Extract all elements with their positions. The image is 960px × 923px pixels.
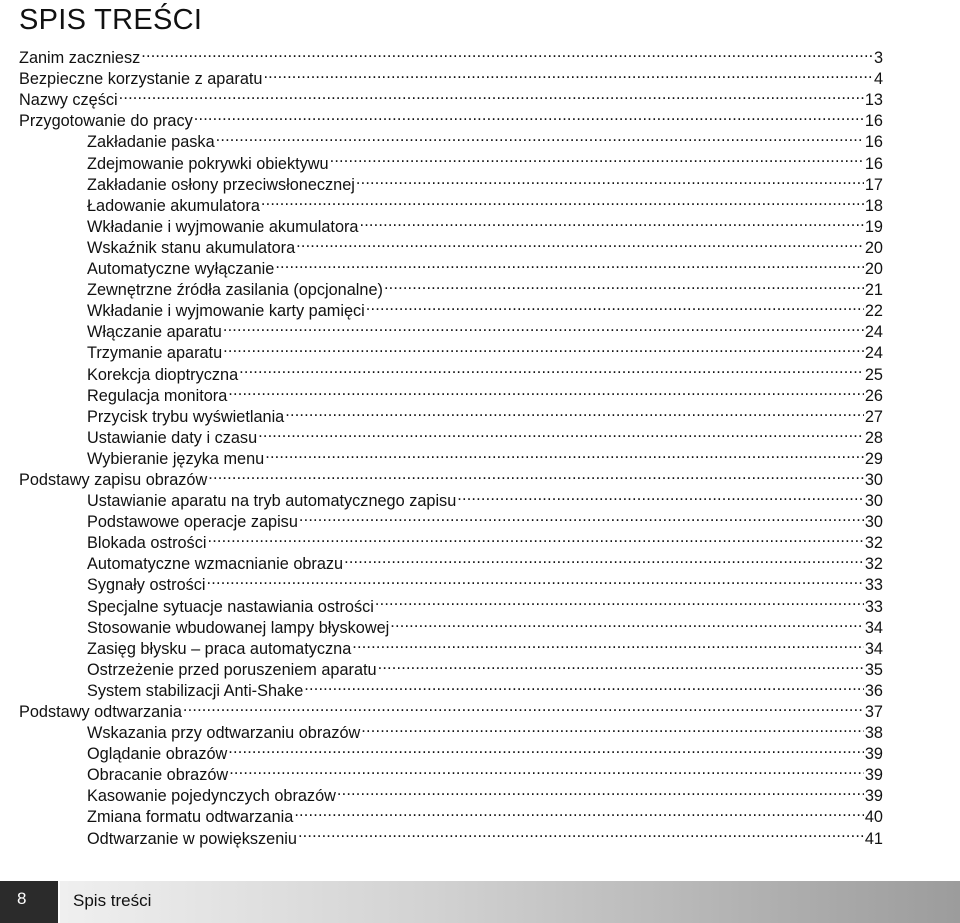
toc-entry-label: Nazwy części	[19, 91, 118, 110]
toc-dot-leader	[239, 358, 864, 379]
toc-entry-label: Ładowanie akumulatora	[87, 196, 260, 215]
toc-dot-leader	[285, 401, 864, 422]
toc-entry-page: 32	[864, 534, 883, 553]
toc-dot-leader	[330, 147, 864, 168]
toc-entry-page: 34	[864, 639, 883, 658]
toc-dot-leader	[384, 274, 864, 295]
toc-entry-label: Zanim zaczniesz	[19, 49, 141, 68]
toc-entry-label: Automatyczne wzmacnianie obrazu	[87, 555, 344, 574]
toc-dot-leader	[457, 485, 864, 506]
toc-entry-label: Regulacja monitora	[87, 386, 228, 405]
table-of-contents	[19, 42, 883, 848]
toc-dot-leader	[141, 42, 873, 63]
toc-entry-label: Bezpieczne korzystanie z aparatu	[19, 70, 263, 89]
toc-entry-page: 16	[864, 133, 883, 152]
toc-dot-leader	[229, 759, 864, 780]
page-number-box	[0, 881, 58, 923]
toc-entry[interactable]	[19, 42, 883, 68]
toc-dot-leader	[207, 569, 864, 590]
toc-dot-leader	[194, 105, 864, 126]
toc-dot-leader	[294, 801, 864, 822]
toc-entry-page: 38	[864, 724, 883, 743]
toc-entry-page: 33	[864, 576, 883, 595]
toc-entry-page: 39	[864, 745, 883, 764]
toc-entry-page: 29	[864, 449, 883, 468]
toc-entry-page: 30	[864, 492, 883, 511]
toc-entry-label: Włączanie aparatu	[87, 323, 222, 342]
toc-entry-label: Podstawy zapisu obrazów	[19, 470, 208, 489]
toc-entry-page: 37	[864, 703, 883, 721]
toc-entry-page: 28	[864, 428, 883, 447]
toc-entry-page: 34	[864, 618, 883, 637]
toc-entry-label: Korekcja dioptryczna	[87, 365, 239, 384]
toc-entry-page: 3	[873, 49, 883, 68]
toc-dot-leader	[361, 717, 864, 738]
toc-entry-label: Automatyczne wyłączanie	[87, 260, 275, 279]
toc-entry-label: Zdejmowanie pokrywki obiektywu	[87, 154, 329, 173]
toc-entry-page: 41	[864, 829, 883, 848]
toc-dot-leader	[356, 169, 864, 190]
toc-entry-page: 18	[864, 196, 883, 215]
toc-entry-label: Stosowanie wbudowanej lampy błyskowej	[87, 618, 390, 637]
toc-entry-label: Blokada ostrości	[87, 534, 207, 553]
toc-entry-page: 16	[864, 112, 883, 131]
toc-dot-leader	[183, 696, 864, 717]
toc-dot-leader	[265, 443, 864, 464]
toc-entry-page: 4	[873, 70, 883, 89]
toc-dot-leader	[263, 63, 872, 84]
toc-entry-label: Zasięg błysku – praca automatyczna	[87, 639, 352, 658]
toc-entry-label: Odtwarzanie w powiększeniu	[87, 829, 297, 848]
toc-dot-leader	[228, 380, 864, 401]
toc-entry-page: 20	[864, 238, 883, 257]
toc-entry-label: Podstawy odtwarzania	[19, 703, 182, 721]
toc-entry-page: 39	[864, 787, 883, 806]
page-title: SPIS TREŚCI	[19, 4, 203, 36]
toc-entry-label: Zakładanie paska	[87, 133, 215, 152]
page-footer	[0, 881, 960, 923]
toc-entry-page: 25	[864, 365, 883, 384]
toc-entry-label: Kasowanie pojedynczych obrazów	[87, 787, 336, 806]
toc-entry-page: 40	[864, 808, 883, 827]
toc-entry-label: Obracanie obrazów	[87, 766, 229, 785]
toc-dot-leader	[344, 548, 864, 569]
toc-dot-leader	[359, 211, 863, 232]
toc-entry-page: 22	[864, 302, 883, 321]
toc-entry-label: Przycisk trybu wyświetlania	[87, 407, 285, 426]
page-number: 8	[17, 889, 27, 908]
toc-entry[interactable]	[19, 63, 883, 89]
toc-entry-label: Podstawowe operacje zapisu	[87, 513, 298, 532]
toc-dot-leader	[275, 253, 864, 274]
toc-entry-page: 19	[864, 217, 883, 236]
toc-entry-page: 13	[864, 91, 883, 110]
toc-dot-leader	[375, 590, 864, 611]
toc-dot-leader	[296, 232, 864, 253]
toc-entry-page: 33	[864, 597, 883, 616]
toc-entry-page: 24	[864, 323, 883, 342]
toc-dot-leader	[378, 654, 864, 675]
toc-entry[interactable]	[19, 84, 883, 110]
toc-entry-page: 20	[864, 260, 883, 279]
toc-entry-page: 30	[864, 513, 883, 532]
toc-dot-leader	[337, 780, 864, 801]
toc-dot-leader	[299, 506, 864, 527]
toc-dot-leader	[366, 295, 864, 316]
toc-entry-page: 24	[864, 344, 883, 363]
toc-dot-leader	[223, 337, 864, 358]
toc-dot-leader	[208, 464, 864, 485]
toc-entry-label: Ustawianie daty i czasu	[87, 428, 258, 447]
toc-dot-leader	[228, 738, 864, 759]
toc-entry-label: Sygnały ostrości	[87, 576, 206, 595]
toc-entry-page: 27	[864, 407, 883, 426]
toc-entry-label: Zakładanie osłony przeciwsłonecznej	[87, 175, 355, 194]
toc-dot-leader	[216, 126, 864, 147]
toc-entry-label: Specjalne sytuacje nastawiania ostrości	[87, 597, 374, 616]
toc-dot-leader	[298, 822, 864, 843]
toc-entry-page: 30	[864, 470, 883, 489]
toc-entry-label: Wkładanie i wyjmowanie akumulatora	[87, 217, 359, 236]
toc-entry-page: 21	[864, 281, 883, 300]
toc-dot-leader	[119, 84, 864, 105]
toc-entry-label: Przygotowanie do pracy	[19, 112, 193, 131]
toc-entry-page: 32	[864, 555, 883, 574]
toc-dot-leader	[390, 612, 864, 633]
toc-dot-leader	[261, 190, 864, 211]
toc-entry-label: Zewnętrzne źródła zasilania (opcjonalne)	[87, 281, 383, 300]
toc-dot-leader	[352, 633, 864, 654]
toc-entry-page: 36	[864, 681, 883, 700]
toc-entry-label: Ostrzeżenie przed poruszeniem aparatu	[87, 660, 377, 679]
toc-entry-label: Oglądanie obrazów	[87, 745, 228, 764]
footer-section-title: Spis treści	[73, 891, 152, 910]
toc-entry-label: Wkładanie i wyjmowanie karty pamięci	[87, 302, 365, 321]
toc-entry-label: Wskaźnik stanu akumulatora	[87, 238, 296, 257]
toc-dot-leader	[223, 316, 864, 337]
toc-entry-label: Zmiana formatu odtwarzania	[87, 808, 294, 827]
toc-entry-page: 26	[864, 386, 883, 405]
toc-entry-page: 16	[864, 154, 883, 173]
toc-entry-label: System stabilizacji Anti-Shake	[87, 681, 304, 700]
toc-dot-leader	[258, 422, 864, 443]
toc-entry-page: 39	[864, 766, 883, 785]
toc-entry-label: Wybieranie języka menu	[87, 449, 265, 468]
toc-entry-page: 17	[864, 175, 883, 194]
toc-dot-leader	[207, 527, 863, 548]
toc-entry-label: Trzymanie aparatu	[87, 344, 223, 363]
toc-entry-label: Wskazania przy odtwarzaniu obrazów	[87, 724, 361, 743]
toc-dot-leader	[304, 675, 864, 696]
toc-entry-label: Ustawianie aparatu na tryb automatycznego zapisu	[87, 492, 457, 511]
toc-entry-page: 35	[864, 660, 883, 679]
toc-entry[interactable]	[19, 105, 883, 131]
